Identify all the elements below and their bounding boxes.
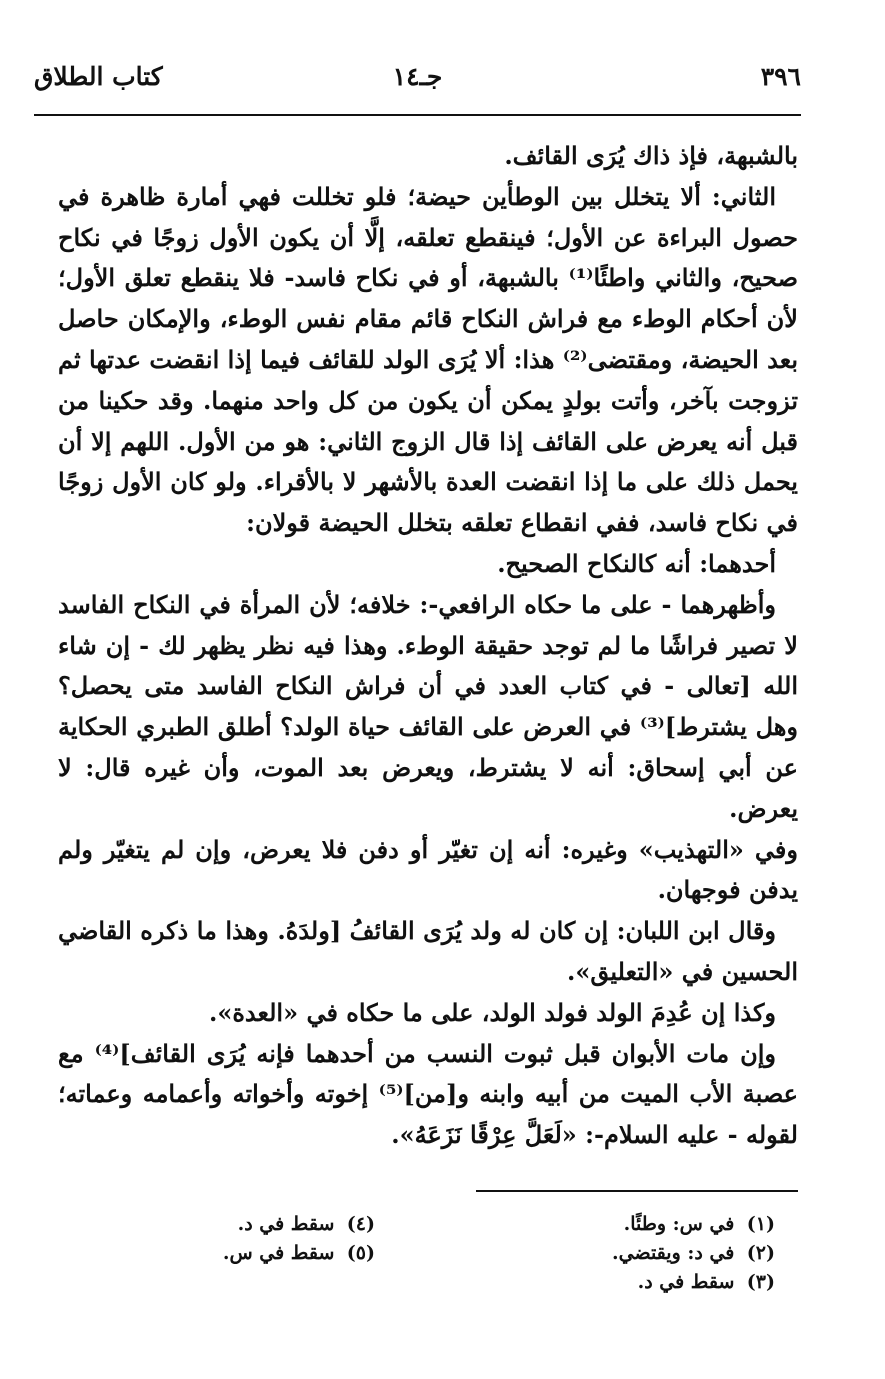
footnote-mark: (١): [746, 1213, 775, 1235]
paragraph: وإن مات الأبوان قبل ثبوت النسب من أحدهما فإنه يُرَى القائف]⁽⁴⁾ مع عصبة الأب الميت من أبيه وابنه و[من]⁽⁵⁾ إخوته وأخواته وأعمامه وعماته؛ لقوله - عليه السلام-: «لَعَلَّ عِرْقًا نَزَعَهُ».: [58, 1038, 798, 1150]
paragraph: بالشبهة، فإذ ذاك يُرَى القائف.: [504, 141, 798, 170]
footnotes-column-left: [95, 1210, 375, 1268]
footnote-mark: (٥): [346, 1242, 375, 1264]
footnotes-column-right: [475, 1210, 775, 1297]
paragraph: وأظهرهما - على ما حكاه الرافعي-: خلافه؛ لأن المرأة في النكاح الفاسد لا تصير فراشًا ما لم توجد حقيقة الوطء. وهذا فيه نظر يظهر لك - إن شاء الله [تعالى - في كتاب العدد في أن فراش النكاح الفاسد متى يحصل؟ وهل يشترط]⁽³⁾ في العرض على القائف حياة الولد؟ أطلق الطبري الحكاية عن أبي إسحاق: أنه لا يشترط، ويعرض بعد الموت، وأن غيره قال: لا يعرض.: [58, 589, 798, 823]
footnote-mark: (٢): [746, 1242, 775, 1264]
footnote: [95, 1239, 375, 1268]
footnote-text: في د: ويقتضي.: [612, 1242, 735, 1264]
footnotes: [40, 1210, 775, 1320]
running-header: [34, 62, 801, 102]
paragraph: وقال ابن اللبان: إن كان له ولد يُرَى القائفُ [ولدَهُ. وهذا ما ذكره القاضي الحسين في «التعليق».: [58, 916, 798, 986]
footnote-text: سقط في س.: [222, 1242, 335, 1264]
footnote-mark: (٤): [346, 1213, 375, 1235]
paragraph: وكذا إن عُدِمَ الولد فولد الولد، على ما حكاه في «العدة».: [209, 997, 776, 1027]
book-title: كتاب الطلاق: [34, 62, 163, 91]
paragraph: وفي «التهذيب» وغيره: أنه إن تغيّر أو دفن فلا يعرض، وإن لم يتغيّر ولم يدفن فوجهان.: [58, 834, 798, 905]
page-number: ٣٩٦: [760, 62, 801, 91]
volume-label: جـ١٤: [392, 62, 443, 91]
footnote-text: سقط في د.: [237, 1213, 335, 1235]
paragraph: الثاني: ألا يتخلل بين الوطأين حيضة؛ فلو تخللت فهي أمارة ظاهرة في حصول البراءة عن الأول؛ فينقطع تعلقه، إلَّا أن يكون الأول زوجًا في نكاح صحيح، والثاني واطئًا⁽¹⁾ بالشبهة، أو في نكاح فاسد- فلا ينقطع تعلق الأول؛ لأن أحكام الوطء مع فراش النكاح قائم مقام نفس الوطء، والإمكان حاصل بعد الحيضة، ومقتضى⁽²⁾ هذا: ألا يُرَى الولد للقائف فيما إذا انقضت عدتها ثم تزوجت بآخر، وأتت بولدٍ يمكن أن يكون من كل واحد منهما. وقد حكينا من قبل أنه يعرض على القائف إذا قال الزوج الثاني: هو من الأول. اللهم إلا أن يحمل ذلك على ما إذا انقضت العدة بالأشهر لا بالأقراء. ولو كان الأول زوجًا في نكاح فاسد، ففي انقطاع تعلقه بتخلل الحيضة قولان:: [58, 181, 799, 538]
footnote: [475, 1210, 775, 1239]
footnote: [475, 1268, 775, 1297]
footnote: [475, 1239, 775, 1268]
paragraph: أحدهما: أنه كالنكاح الصحيح.: [497, 548, 776, 578]
footnote: [95, 1210, 375, 1239]
footnote-text: سقط في د.: [637, 1271, 735, 1293]
footnote-text: في س: وطئًا.: [623, 1213, 735, 1235]
footnote-mark: (٣): [746, 1271, 775, 1293]
header-rule: [34, 114, 801, 116]
footnote-rule: [476, 1190, 798, 1192]
main-text: [58, 136, 798, 1156]
